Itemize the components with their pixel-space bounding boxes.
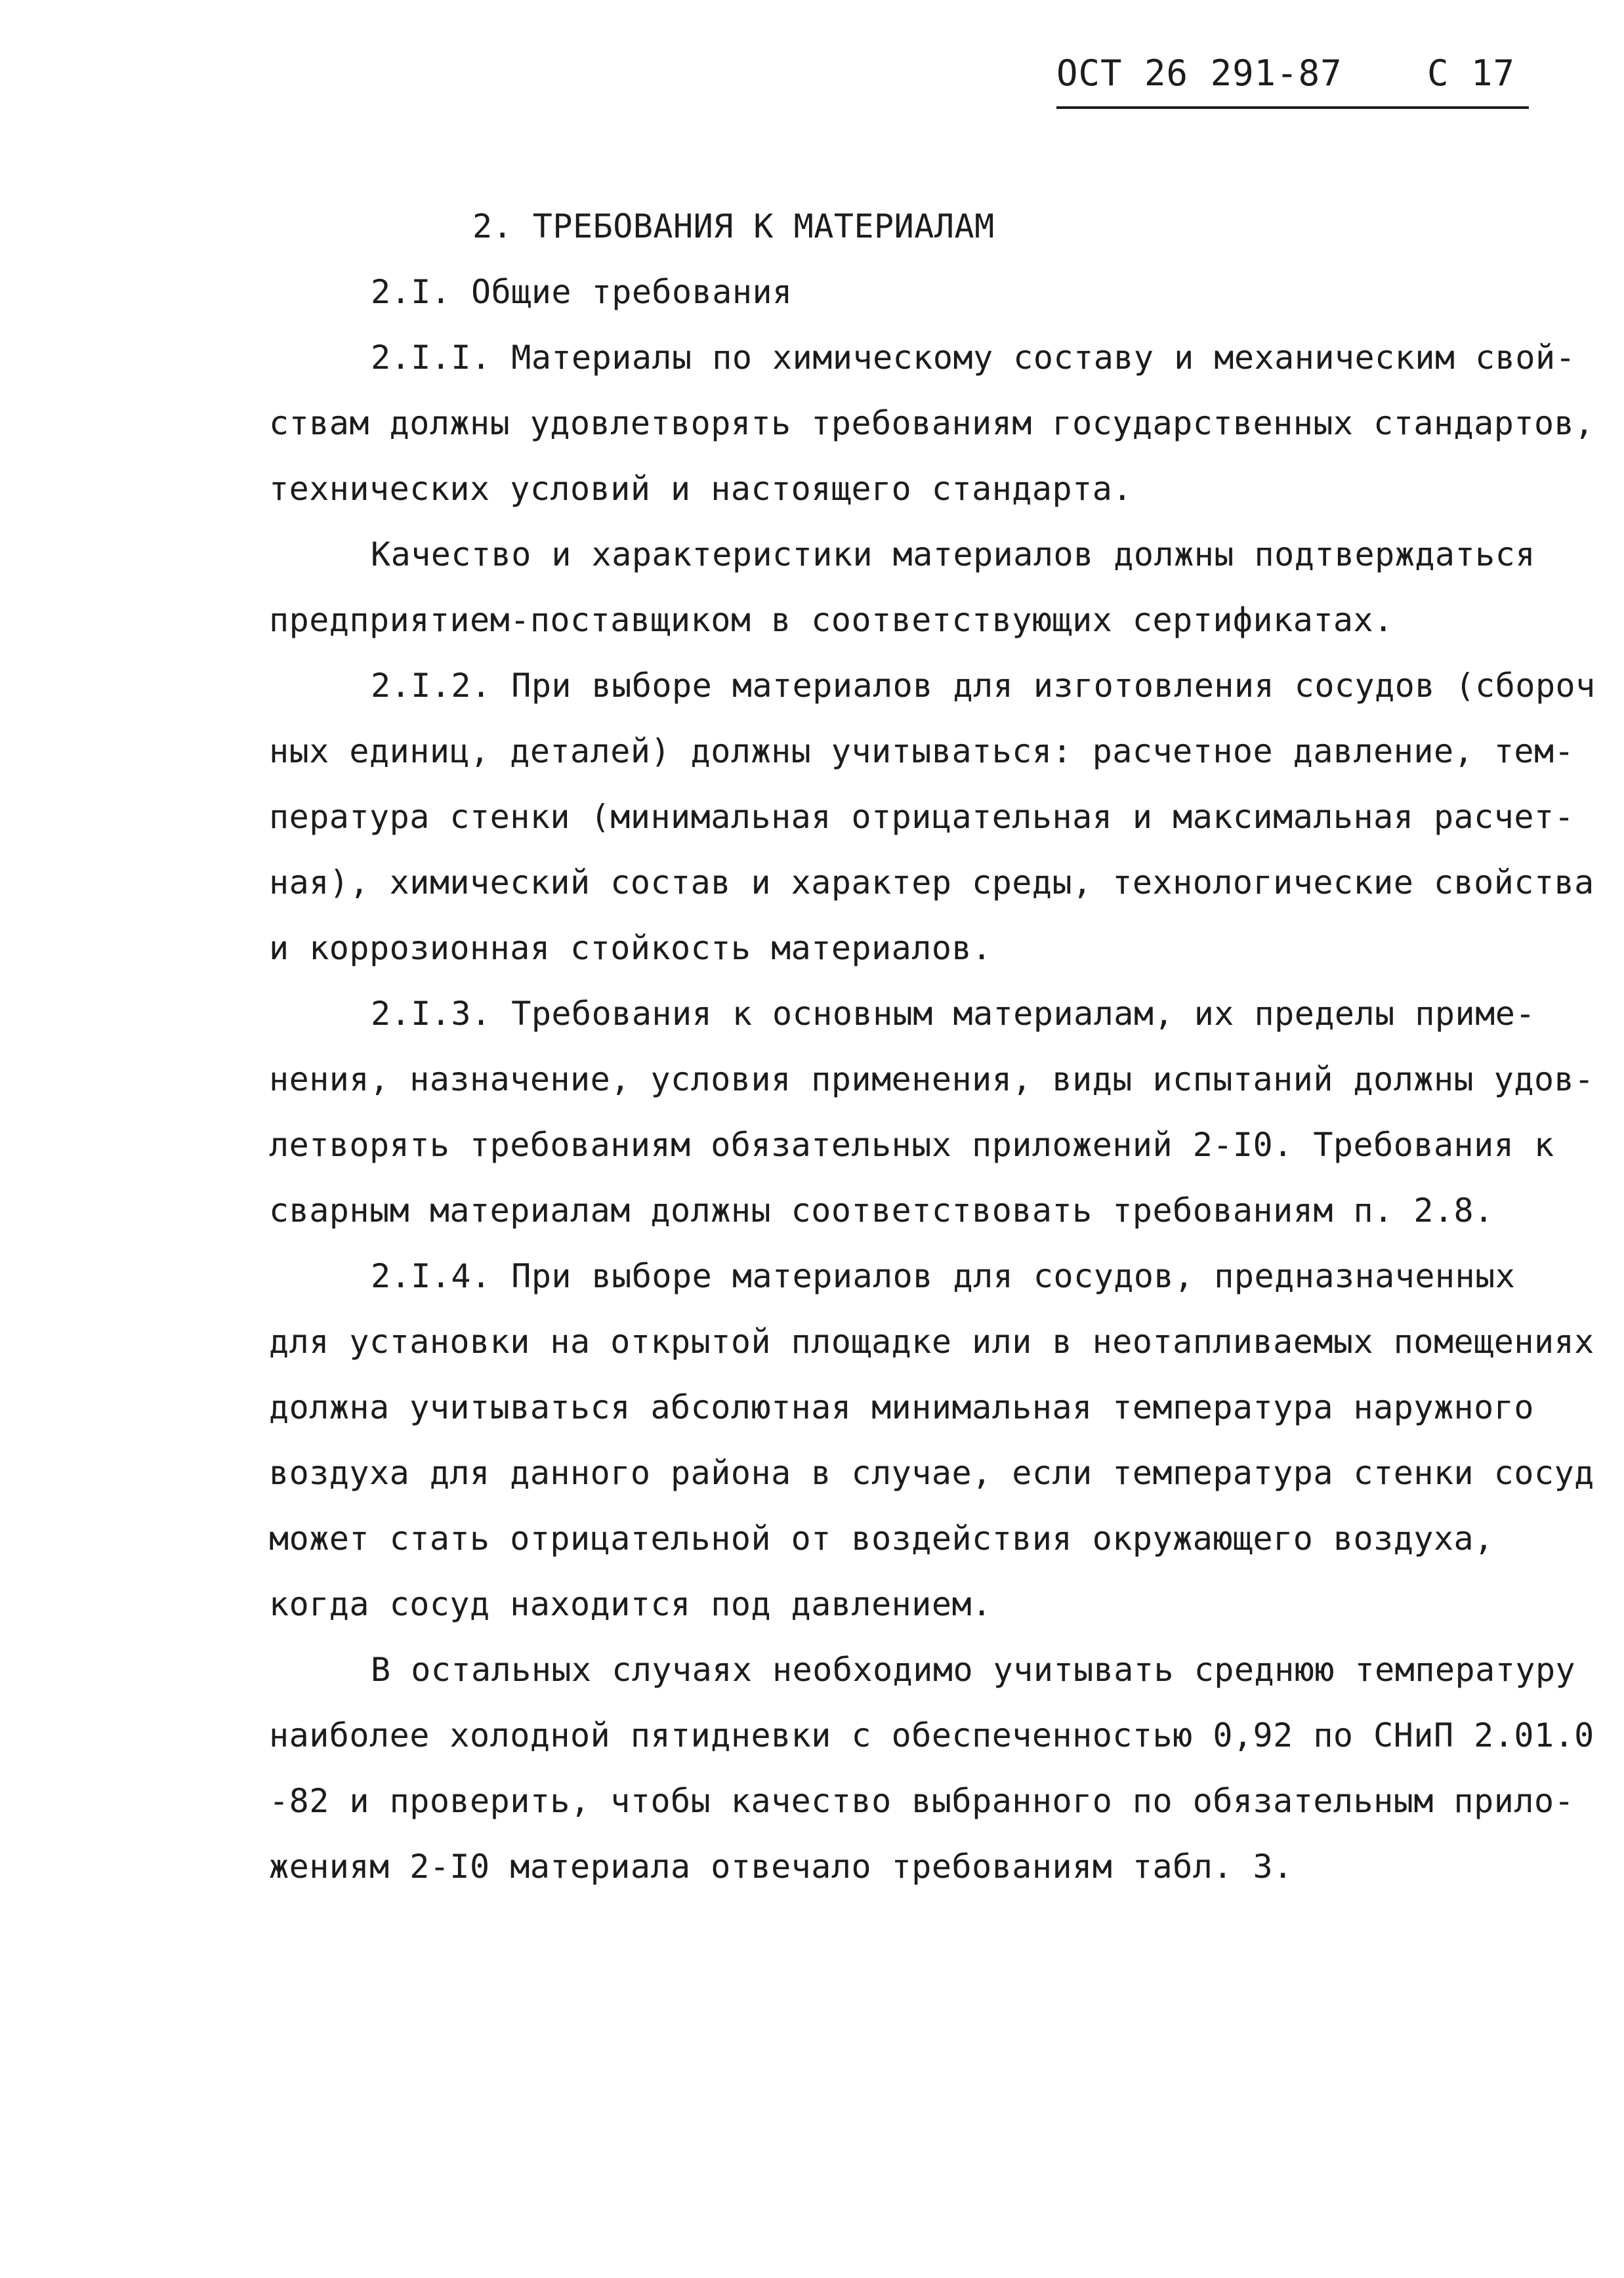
- sheet-number: С 17: [1427, 52, 1516, 94]
- paragraph-line: может стать отрицательной от воздействия окружающего воздуха,: [269, 1520, 1494, 1558]
- paragraph-line: -82 и проверить, чтобы качество выбранного по обязательным прило-: [269, 1782, 1575, 1820]
- paragraph-line: воздуха для данного района в случае, если температура стенки сосуд: [269, 1454, 1594, 1492]
- paragraph-line: технических условий и настоящего стандарта.: [269, 470, 1133, 508]
- paragraph-line: ных единиц, деталей) должны учитываться: расчетное давление, тем-: [269, 732, 1575, 770]
- paragraph-line: наиболее холодной пятидневки с обеспеченностью 0,92 по СНиП 2.01.0: [269, 1716, 1594, 1754]
- paragraph-line: ствам должны удовлетворять требованиям государственных стандартов,: [269, 404, 1594, 442]
- section-title: 2. ТРЕБОВАНИЯ К МАТЕРИАЛАМ: [472, 207, 995, 245]
- paragraph-line: 2.I.4. При выборе материалов для сосудов, предназначенных: [371, 1257, 1516, 1295]
- paragraph-line: В остальных случаях необходимо учитывать среднюю температуру: [371, 1651, 1576, 1689]
- paragraph-line: жениям 2-I0 материала отвечало требованиям табл. 3.: [269, 1848, 1293, 1886]
- paragraph-line: и коррозионная стойкость материалов.: [269, 929, 992, 967]
- paragraph-line: для установки на открытой площадке или в неотапливаемых помещениях: [269, 1323, 1594, 1361]
- paragraph-line: когда сосуд находится под давлением.: [269, 1585, 992, 1623]
- header-underline: [1056, 106, 1529, 109]
- paragraph-line: 2.I.3. Требования к основным материалам, их пределы приме-: [371, 995, 1535, 1033]
- paragraph-line: сварным материалам должны соответствовать требованиям п. 2.8.: [269, 1191, 1494, 1230]
- paragraph-line: предприятием-поставщиком в соответствующих сертификатах.: [269, 601, 1394, 639]
- paragraph-line: ная), химический состав и характер среды, технологические свойства: [269, 863, 1594, 901]
- paragraph-line: должна учитываться абсолютная минимальная температура наружного: [269, 1388, 1534, 1426]
- standard-code: ОСТ 26 291-87: [1056, 52, 1343, 94]
- paragraph-line: 2.I.I. Материалы по химическому составу и механическим свой-: [371, 339, 1576, 377]
- paragraph-line: Качество и характеристики материалов должны подтверждаться: [371, 535, 1535, 573]
- paragraph-line: пература стенки (минимальная отрицательная и максимальная расчет-: [269, 798, 1575, 836]
- paragraph-line: 2.I.2. При выборе материалов для изготовления сосудов (сбороч: [371, 667, 1596, 705]
- subsection-title: 2.I. Общие требования: [371, 273, 793, 311]
- paragraph-line: нения, назначение, условия применения, виды испытаний должны удов-: [269, 1060, 1594, 1098]
- paragraph-line: летворять требованиям обязательных приложений 2-I0. Требования к: [269, 1126, 1554, 1164]
